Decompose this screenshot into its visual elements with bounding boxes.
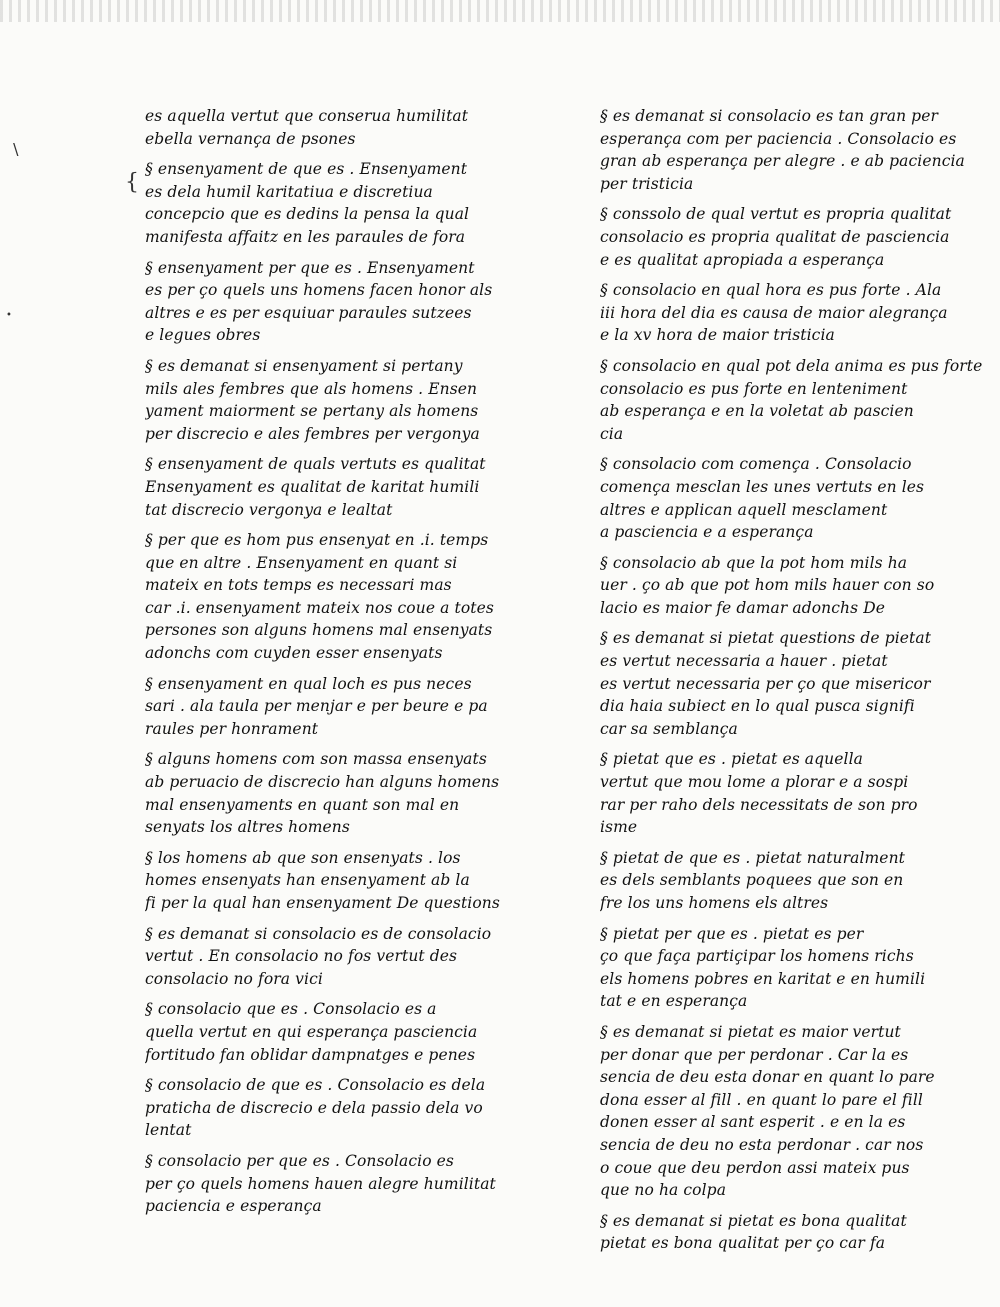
text-line: esperança com per paciencia . Consolacio es bbox=[600, 129, 957, 148]
text-line: § es demanat si consolacio es tan gran per bbox=[600, 107, 938, 125]
text-line: per ço quels homens hauen alegre humilitat bbox=[145, 1174, 496, 1193]
text-line: que en altre . Ensenyament en quant si bbox=[145, 553, 458, 572]
text-line: es per ço quels uns homens facen honor als bbox=[145, 281, 493, 300]
text-line: o coue que deu perdon assi mateix pus bbox=[600, 1158, 910, 1177]
text-line: ebella vernança de psones bbox=[145, 129, 356, 148]
text-line: sari . ala taula per menjar e per beure e pa bbox=[145, 697, 488, 716]
text-line: Ensenyament es qualitat de karitat humili bbox=[145, 477, 480, 496]
text-line: § alguns homens com son massa ensenyats bbox=[145, 750, 487, 769]
text-line: gran ab esperança per alegre . e ab paciencia bbox=[600, 152, 965, 171]
text-line: e es qualitat apropiada a esperança bbox=[600, 250, 885, 269]
text-line: raules per honrament bbox=[145, 719, 319, 738]
text-line: concepcio que es dedins la pensa la qual bbox=[145, 205, 470, 224]
text-line: altres e applican aquell mesclament bbox=[600, 500, 888, 519]
text-line: § pietat que es . pietat es aquella bbox=[600, 750, 863, 769]
text-line: a pasciencia e a esperança bbox=[600, 523, 814, 542]
right-column bbox=[600, 105, 990, 1255]
text-line: per discrecio e ales fembres per vergonya bbox=[145, 424, 480, 443]
text-line: § consolacio en qual hora es pus forte . Ala bbox=[600, 281, 942, 300]
text-line: car sa semblança bbox=[600, 719, 738, 738]
text-line: consolacio no fora vici bbox=[145, 969, 323, 988]
text-line: comença mesclan les unes vertuts en les bbox=[600, 477, 925, 496]
text-line: isme bbox=[600, 818, 638, 837]
text-line: per donar que per perdonar . Car la es bbox=[600, 1045, 909, 1064]
text-line: pietat es bona qualitat per ço car fa bbox=[600, 1234, 886, 1253]
text-line: mateix en tots temps es necessari mas bbox=[145, 576, 452, 595]
text-line: vertut que mou lome a plorar e a sospi bbox=[600, 773, 909, 792]
text-line: § es demanat si pietat es maior vertut bbox=[600, 1022, 901, 1041]
text-line: rar per raho dels necessitats de son pro bbox=[600, 795, 918, 814]
text-line: § consolacio per que es . Consolacio es bbox=[145, 1151, 454, 1170]
text-line: § conssolo de qual vertut es propria qualitat bbox=[600, 205, 952, 224]
text-line: car .i. ensenyament mateix nos coue a totes bbox=[145, 598, 494, 617]
text-line: tat e en esperança bbox=[600, 992, 748, 1011]
top-bleed-edge bbox=[0, 0, 1000, 22]
text-line: per tristicia bbox=[600, 174, 694, 193]
margin-dot: • bbox=[6, 310, 12, 321]
text-line: iii hora del dia es causa de maior alegrança bbox=[600, 303, 948, 322]
text-line: sencia de deu esta donar en quant lo pare bbox=[600, 1068, 935, 1087]
text-line: dia haia subiect en lo qual pusca signifi bbox=[600, 697, 915, 716]
text-line: que no ha colpa bbox=[600, 1181, 727, 1200]
text-line: praticha de discrecio e dela passio dela vo bbox=[145, 1098, 483, 1117]
text-line: quella vertut en qui esperança pasciencia bbox=[145, 1022, 478, 1041]
text-line: fre los uns homens els altres bbox=[600, 894, 829, 912]
text-line: vertut . En consolacio no fos vertut des bbox=[145, 947, 458, 966]
text-line: § los homens ab que son ensenyats . los bbox=[145, 848, 461, 867]
text-line: cia bbox=[600, 424, 624, 443]
text-line: § consolacio com comença . Consolacio bbox=[600, 455, 912, 474]
text-line: § per que es hom pus ensenyat en .i. temps bbox=[145, 531, 489, 550]
text-line: § ensenyament en qual loch es pus neces bbox=[145, 674, 472, 693]
text-line: yament maiorment se pertany als homens bbox=[145, 402, 479, 421]
text-line: § ensenyament per que es . Ensenyament bbox=[145, 258, 475, 277]
text-line: consolacio es pus forte en lenteniment bbox=[600, 379, 908, 398]
text-line: altres e es per esquiuar paraules sutzees bbox=[145, 303, 472, 322]
text-line: fortitudo fan oblidar dampnatges e penes bbox=[145, 1045, 476, 1064]
text-line: ab esperança e en la voletat ab pascien bbox=[600, 402, 914, 421]
text-line: mal ensenyaments en quant son mal en bbox=[145, 795, 460, 814]
text-line: dona esser al fill . en quant lo pare el fill bbox=[600, 1090, 923, 1109]
text-line: § es demanat si pietat questions de pietat bbox=[600, 629, 932, 648]
text-line: es vertut necessaria per ço que misericor bbox=[600, 674, 931, 693]
text-line: § consolacio en qual pot dela anima es pus forte bbox=[600, 356, 983, 375]
text-line: § ensenyament de quals vertuts es qualitat bbox=[145, 455, 486, 474]
text-line: § consolacio de que es . Consolacio es dela bbox=[145, 1076, 486, 1095]
text-line: es vertut necessaria a hauer . pietat bbox=[600, 652, 888, 671]
text-line: mils ales fembres que als homens . Ensen bbox=[145, 379, 478, 398]
text-line: § es demanat si consolacio es de consolacio bbox=[145, 924, 492, 943]
text-line: consolacio es propria qualitat de pasciencia bbox=[600, 227, 950, 246]
text-line: donen esser al sant esperit . e en la es bbox=[600, 1113, 906, 1132]
text-line: es dels semblants poquees que son en bbox=[600, 871, 904, 890]
text-line: lentat bbox=[145, 1121, 192, 1140]
text-line: uer . ço ab que pot hom mils hauer con so bbox=[600, 576, 935, 595]
text-line: § pietat per que es . pietat es per bbox=[600, 924, 864, 943]
text-line: § es demanat si ensenyament si pertany bbox=[145, 356, 463, 375]
text-line: adonchs com cuyden esser ensenyats bbox=[145, 644, 443, 663]
text-line: senyats los altres homens bbox=[145, 818, 350, 837]
text-line: homes ensenyats han ensenyament ab la bbox=[145, 871, 470, 890]
text-line: es aquella vertut que conserua humilitat bbox=[145, 107, 469, 125]
text-line: § consolacio que es . Consolacio es a bbox=[145, 1000, 437, 1019]
text-line: e legues obres bbox=[145, 326, 261, 345]
margin-bracket: { bbox=[125, 170, 139, 195]
margin-mark: ∖ bbox=[10, 140, 21, 159]
text-line: ço que faça partiçipar los homens richs bbox=[600, 947, 914, 966]
text-line: ab peruacio de discrecio han alguns homens bbox=[145, 773, 500, 792]
text-line: es dela humil karitatiua e discretiua bbox=[145, 182, 433, 201]
text-line: e la xv hora de maior tristicia bbox=[600, 326, 835, 345]
text-line: § es demanat si pietat es bona qualitat bbox=[600, 1211, 907, 1230]
text-line: § consolacio ab que la pot hom mils ha bbox=[600, 553, 908, 572]
text-line: manifesta affaitz en les paraules de fora bbox=[145, 227, 466, 246]
text-line: paciencia e esperança bbox=[145, 1197, 322, 1216]
left-column bbox=[145, 105, 565, 1218]
text-line: fi per la qual han ensenyament De questions bbox=[145, 894, 500, 912]
text-line: persones son alguns homens mal ensenyats bbox=[145, 621, 493, 640]
text-line: § ensenyament de que es . Ensenyament bbox=[145, 160, 468, 179]
text-line: els homens pobres en karitat e en humili bbox=[600, 969, 926, 988]
text-line: tat discrecio vergonya e lealtat bbox=[145, 500, 393, 519]
text-line: § pietat de que es . pietat naturalment bbox=[600, 848, 905, 867]
text-line: sencia de deu no esta perdonar . car nos bbox=[600, 1135, 924, 1154]
text-line: lacio es maior fe damar adonchs De bbox=[600, 598, 886, 617]
